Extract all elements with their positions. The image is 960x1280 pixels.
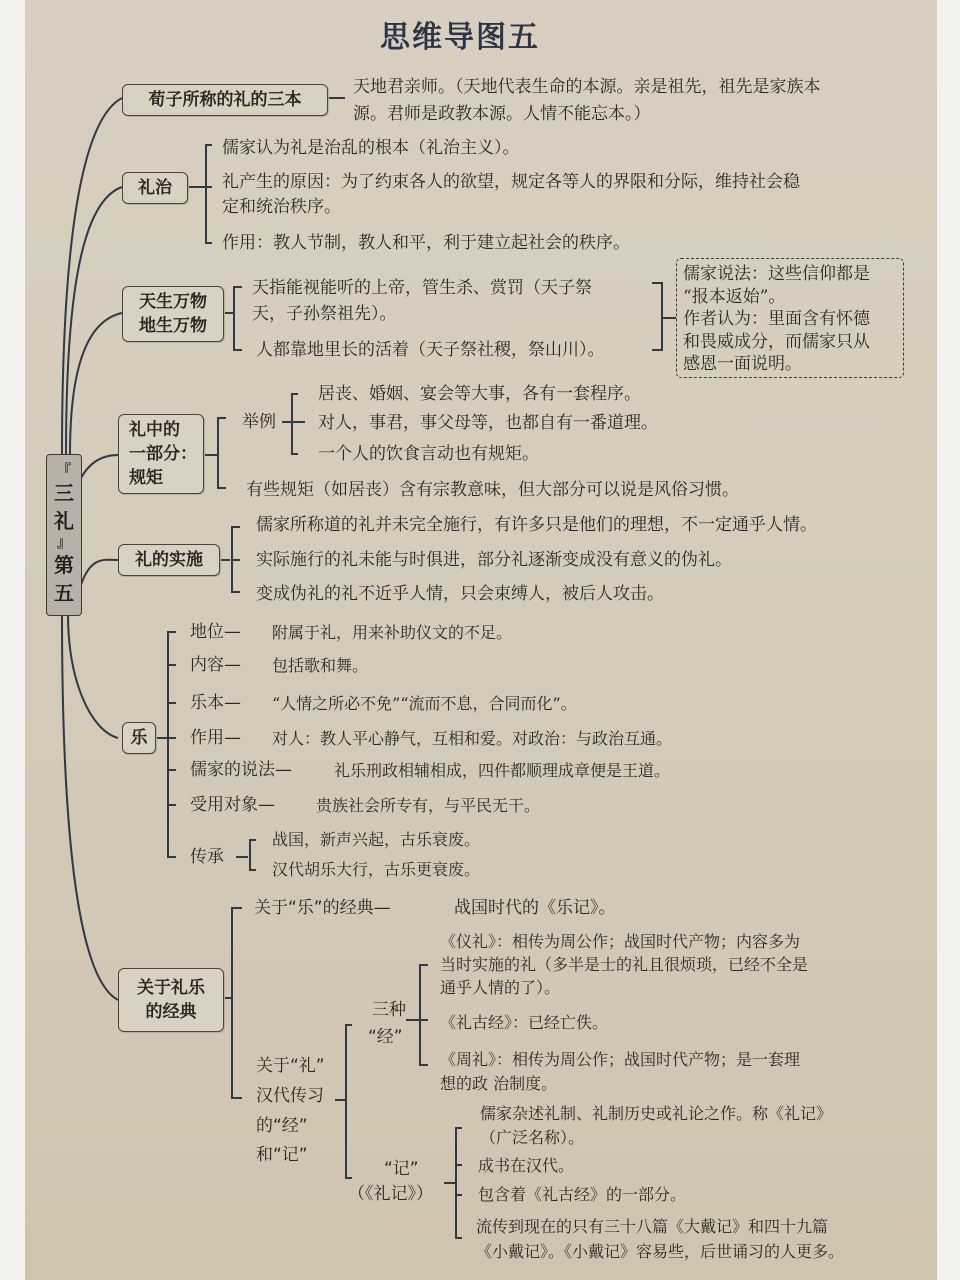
node-jingdian [118,968,224,1032]
shishi-item: 儒家所称道的礼并未完全施行，有许多只是他们的理想，不一定通乎人情。 [256,515,817,535]
root-char: 礼 [54,509,74,533]
jing-item: 当时实施的礼（多半是士的礼且很烦琐，已经不全是 [440,955,809,974]
yue-value: “人情之所必不免”“流而不息，合同而化”。 [272,694,577,713]
shishi-item: 变成伪礼的礼不近乎人情，只会束缚人，被后人攻击。 [256,584,664,604]
root-node-sanli-5 [46,454,82,616]
yue-value: 礼乐刑政相辅相成，四件都顺理成章便是王道。 [334,761,671,780]
jingdian-jing-label: “经” [368,1027,403,1047]
node-guiju [118,414,204,494]
jingdian-li-label: 和“记” [256,1145,308,1165]
jing-item: 《仪礼》：相传为周公作；战国时代产物；内容多为 [440,932,801,951]
node-xunzi-three-roots [122,84,328,116]
jingdian-li-label: 关于“礼” [256,1056,325,1076]
yue-value: 对人：教人平心静气，互相和爱。对政治：与政治互通。 [272,729,673,748]
tiandi-note-line: “报本返始”。 [683,287,786,307]
guiju-example: 对人，事君，事父母等，也都自有一番道理。 [318,413,658,433]
ji-item: 《小戴记》。《小戴记》容易些，后世诵习的人更多。 [476,1242,845,1261]
xunzi-text-line: 源。君师是政教本源。人情不能忘本。） [353,104,651,124]
page-title: 思维导图五 [380,20,540,55]
root-char: 第 [54,553,74,577]
jing-item: 想的政 治制度。 [440,1074,558,1093]
node-label: 礼中的 [129,420,180,440]
ji-item: 成书在汉代。 [478,1156,575,1175]
yue-chuancheng-key: 传承 [190,847,224,867]
jing-item: 通乎人情的了）。 [440,978,561,997]
node-label: 礼的实施 [135,550,203,570]
node-label: 关于礼乐 [137,978,205,998]
tiandi-item: 天指能视能听的上帝，管生杀、赏罚（天子祭 [252,278,592,298]
jingdian-yue-key: 关于“乐”的经典— [254,898,391,918]
guiju-example: 一个人的饮食言动也有规矩。 [318,444,539,464]
tiandi-item: 天，子孙祭祖先）。 [252,304,397,324]
jingdian-li-label: 的“经” [256,1116,308,1136]
root-char: 』 [57,535,71,551]
jing-item: 《周礼》：相传为周公作；战国时代产物；是一套理 [440,1050,801,1069]
tiandi-note-line: 和畏威成分，而儒家只从 [683,332,870,352]
lizhi-item: 作用：教人节制，教人和平，利于建立起社会的秩序。 [222,233,630,253]
jingdian-jing-label: 三种 [372,1000,406,1020]
ji-item: 流传到现在的只有三十八篇《大戴记》和四十九篇 [476,1217,829,1236]
lizhi-item: 定和统治秩序。 [222,197,341,217]
node-label: 天生万物 [139,292,207,312]
node-label: 一部分： [129,444,197,464]
node-label: 规矩 [129,468,163,488]
guiju-extra: 有些规矩（如居丧）含有宗教意味，但大部分可以说是风俗习惯。 [246,480,739,500]
root-char: 三 [54,481,74,505]
lizhi-item: 礼产生的原因：为了约束各人的欲望，规定各等人的界限和分际，维持社会稳 [222,172,800,192]
root-char: 五 [54,581,74,605]
yue-value: 贵族社会所专有，与平民无干。 [316,796,541,815]
node-shishi [118,544,220,576]
yue-value: 包括歌和舞。 [272,656,369,675]
jing-item: 《礼古经》：已经亡佚。 [440,1013,609,1032]
yue-chuancheng-value: 战国，新声兴起，古乐衰废。 [272,830,481,849]
yue-key: 乐本— [190,693,241,713]
node-label: 的经典 [145,1002,197,1022]
tiandi-item: 人都靠地里长的活着（天子祭社稷，祭山川）。 [256,340,605,360]
jingdian-ji-label: “记” [384,1159,419,1179]
root-char: 『 [57,463,71,479]
node-lizhi [122,172,188,204]
jingdian-ji-label: （《礼记》） [348,1184,433,1204]
yue-key: 地位— [190,622,241,642]
tiandi-note-line: 感恩一面说明。 [683,354,802,374]
yue-key: 内容— [190,655,241,675]
guiju-example: 居丧、婚姻、宴会等大事，各有一套程序。 [318,384,641,404]
guiju-example-label: 举例 [242,412,276,432]
yue-value: 附属于礼，用来补助仪文的不足。 [272,623,513,642]
ji-item: （广泛名称）。 [480,1128,585,1147]
node-label: 乐 [130,728,148,748]
ji-item: 包含着《礼古经》的一部分。 [478,1185,687,1204]
jingdian-li-label: 汉代传习 [256,1086,324,1106]
yue-key: 受用对象— [190,795,275,815]
node-label: 地生万物 [139,316,207,336]
lizhi-item: 儒家认为礼是治乱的根本（礼治主义）。 [222,138,520,158]
node-label: 礼治 [138,178,172,198]
shishi-item: 实际施行的礼未能与时俱进，部分礼逐渐变成没有意义的伪礼。 [256,550,732,570]
ji-item: 儒家杂述礼制、礼制历史或礼论之作。称《礼记》 [480,1104,833,1123]
tiandi-note-line: 作者认为：里面含有怀德 [683,309,870,329]
yue-key: 作用— [190,728,241,748]
node-tiandi [122,286,224,342]
node-yue [122,722,156,754]
node-label: 荀子所称的礼的三本 [148,90,302,110]
yue-chuancheng-value: 汉代胡乐大行，古乐更衰废。 [272,860,481,879]
tiandi-note-line: 儒家说法：这些信仰都是 [683,264,870,284]
xunzi-text-line: 天地君亲师。（天地代表生命的本源。亲是祖先，祖先是家族本 [353,77,821,97]
jingdian-yue-value: 战国时代的《乐记》。 [454,898,616,918]
yue-key: 儒家的说法— [190,760,292,780]
